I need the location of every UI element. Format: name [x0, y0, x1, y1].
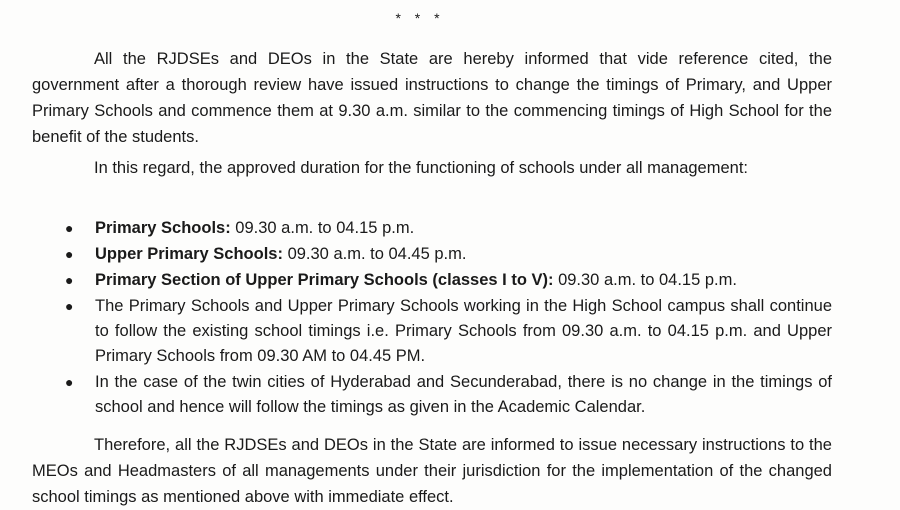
section-separator: * * *: [395, 10, 445, 26]
list-item: [32, 370, 832, 420]
bullet-icon: ●: [65, 246, 74, 262]
list-item: [32, 294, 832, 369]
list-item-text: In the case of the twin cities of Hyderabad and Secunderabad, there is no change in the timings of school and hence will follow the timings as given in the Academic Calendar.: [95, 373, 832, 416]
list-item: [32, 268, 832, 293]
list-item-label: Primary Schools:: [95, 219, 231, 237]
bullet-icon: ●: [65, 298, 74, 314]
list-item-text: 09.30 a.m. to 04.15 p.m.: [553, 271, 737, 289]
list-item-text: 09.30 a.m. to 04.15 p.m.: [230, 219, 415, 237]
intro-paragraph: All the RJDSEs and DEOs in the State are hereby informed that vide reference cited, the government after a thorough review have issued instructions to change the timings of Primary, and Upper Primary Schools and commence them at 9.30 a.m. similar to the commencing timings of High School for the benefit of the students.: [32, 50, 832, 146]
list-item-label: Primary Section of Upper Primary Schools (classes I to V):: [95, 271, 554, 289]
list-item-text: The Primary Schools and Upper Primary Schools working in the High School campus shall continue to follow the existing school timings i.e. Primary Schools from 09.30 a.m. to 04.15 p.m. and Upper Primary Schools from 09.30 AM to 04.45 PM.: [95, 297, 832, 365]
list-item: [32, 242, 832, 267]
timings-list: [32, 216, 832, 421]
list-item: [32, 216, 832, 241]
list-item-label: Upper Primary Schools:: [95, 245, 283, 263]
duration-paragraph: In this regard, the approved duration for the functioning of schools under all management:: [94, 159, 748, 177]
closing-paragraph: Therefore, all the RJDSEs and DEOs in the State are informed to issue necessary instructions to the MEOs and Headmasters of all managements under their jurisdiction for the implementation of the changed school timings as mentioned above with immediate effect.: [32, 436, 832, 506]
bullet-icon: ●: [65, 272, 74, 288]
bullet-icon: ●: [65, 374, 74, 390]
bullet-icon: ●: [65, 220, 74, 236]
list-item-text: 09.30 a.m. to 04.45 p.m.: [282, 245, 467, 263]
